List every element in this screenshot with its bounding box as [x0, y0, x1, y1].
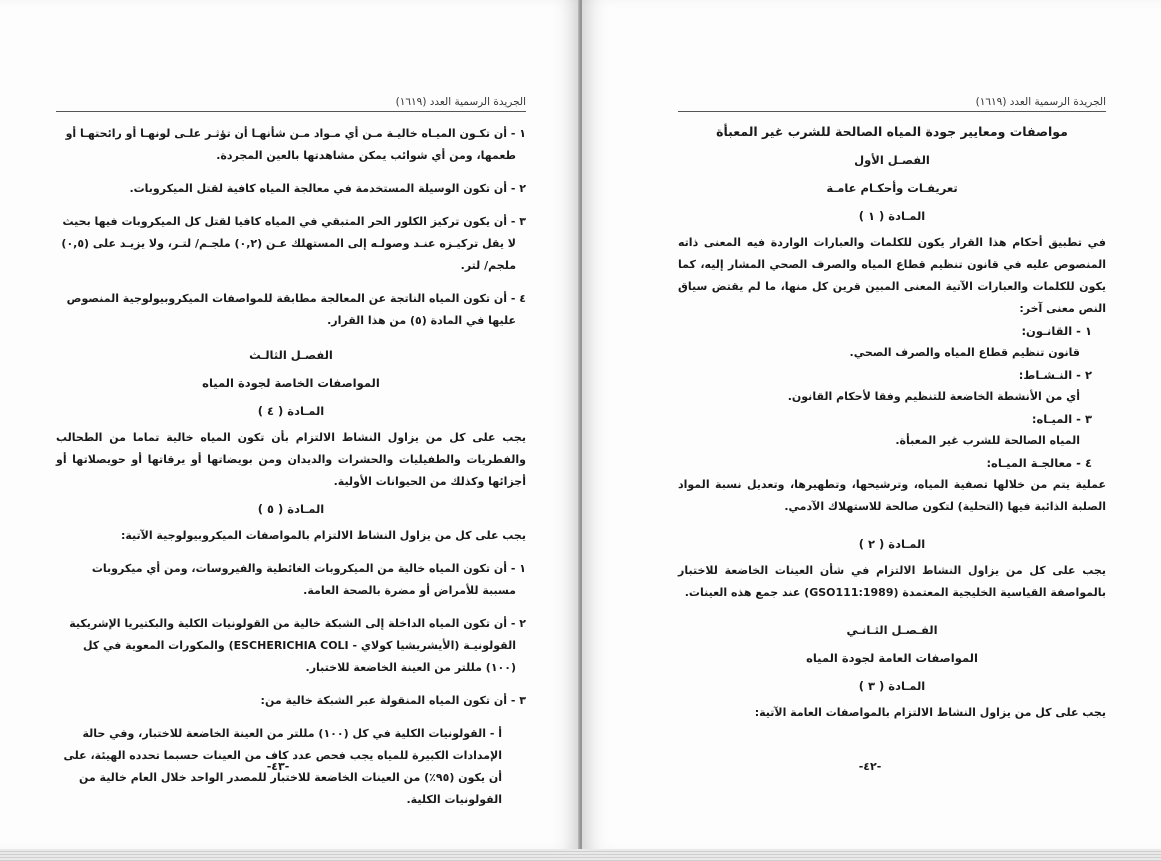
article4-text: يجب على كل من يزاول النشاط الالتزام بأن تكون المياه خالية تماما من الطحالب والفطريات والطفيليات والحشرات والديدان ومن بويضاتها أو يرقاتها أو حويصلاتها أو أجزائها وكذلك من الحيوانات الأولية.: [56, 431, 526, 488]
chapter3-title: الفصـل الثالـث: [249, 348, 333, 362]
article1-intro: في تطبيق أحكام هذا القرار يكون للكلمات والعبارات الواردة فيه المعنى ذاته المنصوص عليه في قانون تنظيم قطاع المياه والصرف الصحي المشار إليه، كما يكون للكلمات والعبارات الآتية المعنى المبين قرين كل منها، ما لم يقتض سياق النص معنى آخر:: [678, 236, 1106, 315]
right-page-content: [678, 96, 1106, 724]
definition-term-4: ٤ - معالجـة الميـاه:: [986, 456, 1092, 470]
article5-subitem-a: أ - القولونيات الكلية في كل (١٠٠) مللتر من العينة الخاضعة للاختبار، وفي حالة الإمدادات الكبيرة للمياه يجب فحص عدد كاف من العينات حسبما تحدده الهيئة، على أن يكون (٩٥٪) من العينات الخاضعة للاختبار للمصدر الواحد خلال العام خالية من القولونيات الكلية.: [63, 727, 502, 806]
definition-meaning-2: أي من الأنشطة الخاضعة للتنظيم وفقا لأحكام القانون.: [787, 390, 1080, 403]
chapter3-subtitle: المواصفات الخاصة لجودة المياه: [202, 376, 380, 390]
definition-meaning-4: عملية يتم من خلالها تصفية المياه، وترشيحها، وتطهيرها، وتعديل نسبة المواد الصلبة الذائبة فيها (التحلية) لتكون صالحة للاستهلاك الآدمي.: [678, 478, 1106, 513]
article3-item-2: ٢ - أن تكون الوسيلة المستخدمة في معالجة المياه كافية لقتل الميكروبات.: [129, 182, 526, 195]
definition-term-3: ٣ - الميـاه:: [1031, 412, 1092, 426]
article3-item-3: ٣ - أن يكون تركيز الكلور الحر المتبقي في المياه كافيا لقتل كل الميكروبات فيها بحيث لا يقل تركيـزه عنـد وصولـه إلى المستهلك عـن (٠,٢) ملجـم/ لتـر، ولا يزيـد على (٠,٥) ملجم/ لتر.: [61, 215, 526, 272]
left-page: [0, 0, 580, 851]
right-page: [582, 0, 1161, 851]
article3-text: يجب على كل من يزاول النشاط الالتزام بالمواصفات العامة الآتية:: [754, 706, 1106, 719]
definition-meaning-3: المياه الصالحة للشرب غير المعبأة.: [895, 434, 1080, 447]
article5-item-3: ٣ - أن تكون المياه المنقولة عبر الشبكة خالية من:: [260, 694, 526, 707]
page-edges: [0, 849, 1161, 861]
chapter2-subtitle: المواصفات العامة لجودة المياه: [806, 651, 978, 665]
left-page-header: الجريدة الرسمية العدد (١٦١٩): [56, 96, 526, 112]
right-page-header: الجريدة الرسمية العدد (١٦١٩): [678, 96, 1106, 112]
article2-title: المـادة ( ٢ ): [858, 537, 926, 551]
definition-meaning-1: قانون تنظيم قطاع المياه والصرف الصحي.: [849, 346, 1080, 359]
article3-item-4: ٤ - أن تكون المياه الناتجة عن المعالجة مطابقة للمواصفات الميكروبيولوجية المنصوص عليها في المادة (٥) من هذا القرار.: [66, 292, 526, 327]
definition-term-1: ١ - القانـون:: [1021, 324, 1092, 338]
left-page-number: -٤٣-: [266, 760, 290, 773]
chapter2-title: الفـصـل الثـانـي: [846, 623, 938, 637]
article3-item-1: ١ - أن تكـون الميـاه خاليـة مـن أي مـواد مـن شأنهـا أن تؤثـر علـى لونهـا أو رائحتهـا أو طعمها، ومن أي شوائب يمكن مشاهدتها بالعين المجردة.: [65, 127, 526, 162]
definition-term-2: ٢ - النـشـاط:: [1018, 368, 1092, 382]
article3-title: المـادة ( ٣ ): [858, 679, 926, 693]
left-page-content: [56, 96, 526, 822]
article5-title: المـادة ( ٥ ): [257, 502, 325, 516]
article5-item-2: ٢ - أن تكون المياه الداخلة إلى الشبكة خالية من القولونيات الكلية والبكتيريا الإشريكية القولونيـة (الأيشريشيا كولاي - ESCHERICHIA COLI) والمكورات المعوية في كل (١٠٠) مللتر من العينة الخاضعة للاختبار.: [69, 617, 526, 674]
article5-intro: يجب على كل من يزاول النشاط الالتزام بالمواصفات الميكروبيولوجية الآتية:: [120, 529, 526, 542]
article5-item-1: ١ - أن تكون المياه خالية من الميكروبات الغائطية والفيروسات، ومن أي ميكروبات مسببة للأمراض أو مضرة بالصحة العامة.: [91, 562, 526, 597]
chapter1-subtitle: تعريفـات وأحكـام عامـة: [826, 181, 958, 195]
article4-title: المـادة ( ٤ ): [257, 404, 325, 418]
article2-text: يجب على كل من يزاول النشاط الالتزام في شأن العينات الخاضعة للاختبار بالمواصفة القياسية الخليجية المعتمدة (GSO111:1989) عند جمع هذه العينات.: [678, 564, 1106, 599]
right-page-number: -٤٢-: [858, 760, 882, 773]
article1-title: المـادة ( ١ ): [858, 209, 926, 223]
chapter1-title: الفصـل الأول: [854, 153, 930, 167]
document-title: مواصفات ومعايير جودة المياه الصالحة للشرب غير المعبأة: [716, 124, 1068, 139]
